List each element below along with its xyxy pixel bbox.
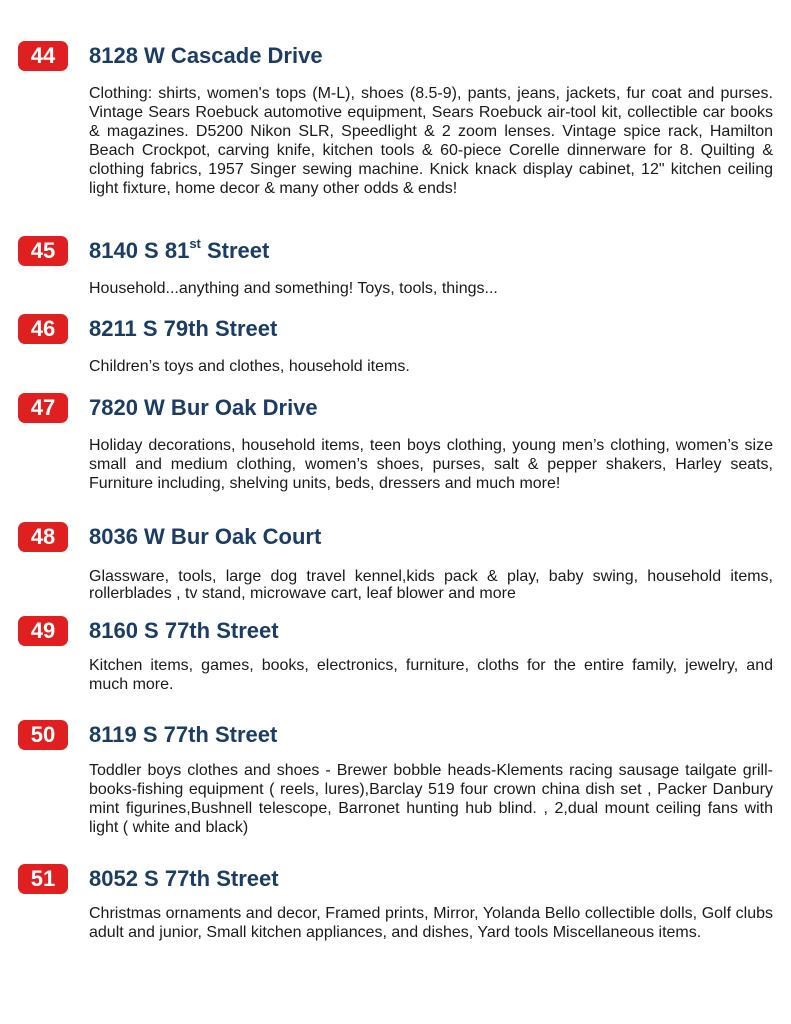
listing-number-badge: 49 <box>18 616 68 646</box>
listing-number-badge: 46 <box>18 314 68 344</box>
listing-description: Household...anything and something! Toys, tools, things... <box>89 280 498 297</box>
listing-description: Christmas ornaments and decor, Framed prints, Mirror, Yolanda Bello collectible dolls, Golf clubs adult and junior, Small kitchen appliances, and dishes, Yard tools Miscellaneous items. <box>89 905 773 941</box>
listing-number-badge: 51 <box>18 864 68 894</box>
listing-address: 8036 W Bur Oak Court <box>89 524 322 549</box>
address-ordinal-suffix: st <box>189 235 201 251</box>
listing-description: Children’s toys and clothes, household items. <box>89 358 410 375</box>
listing-address: 8211 S 79th Street <box>89 316 278 341</box>
listing-description: Kitchen items, games, books, electronics, furniture, cloths for the entire family, jewelry, and much more. <box>89 657 773 693</box>
listing-number-badge: 45 <box>18 236 68 266</box>
listing-number-badge: 44 <box>18 41 68 71</box>
listing-description: Clothing: shirts, women's tops (M-L), shoes (8.5-9), pants, jeans, jackets, fur coat and purses. Vintage Sears Roebuck automotive equipment, Sears Roebuck air-tool kit, collectible car books & magazines. D5200 Nikon SLR, Speedlight & 2 zoom lenses. Vintage spice rack, Hamilton Beach Crockpot, carving knife, kitchen tools & 60-piece Corelle dinnerware for 8. Quilting & clothing fabrics, 1957 Singer sewing machine. Knick knack display cabinet, 12" kitchen ceiling light fixture, home decor & many other odds & ends! <box>89 85 773 197</box>
listing-number-badge: 47 <box>18 393 68 423</box>
listing-description: Holiday decorations, household items, teen boys clothing, young men’s clothing, women’s size small and medium clothing, women’s shoes, purses, salt & pepper shakers, Harley seats, Furniture including, shelving units, beds, dressers and much more! <box>89 437 773 492</box>
listing-address <box>89 236 269 266</box>
address-main: 8140 S 81 <box>89 238 190 263</box>
listing-number-badge: 50 <box>18 720 68 750</box>
listing-address: 8119 S 77th Street <box>89 722 278 747</box>
address-tail: Street <box>200 238 270 263</box>
listing-address: 8052 S 77th Street <box>89 866 279 891</box>
listing-address: 8128 W Cascade Drive <box>89 43 323 68</box>
listing-number-badge: 48 <box>18 522 68 552</box>
listing-address: 7820 W Bur Oak Drive <box>89 395 318 420</box>
listing-description: Glassware, tools, large dog travel kennel,kids pack & play, baby swing, household items, rollerblades , tv stand, microwave cart, leaf blower and more <box>89 568 773 602</box>
listing-description: Toddler boys clothes and shoes - Brewer bobble heads-Klements racing sausage tailgate grill- books-fishing equipment ( reels, lures),Barclay 519 four crown china dish set , Packer Danbury mint figurines,Bushnell telescope, Barronet hunting hub blind. , 2,dual mount ceiling fans with light ( white and black) <box>89 762 773 836</box>
listing-address: 8160 S 77th Street <box>89 618 279 643</box>
